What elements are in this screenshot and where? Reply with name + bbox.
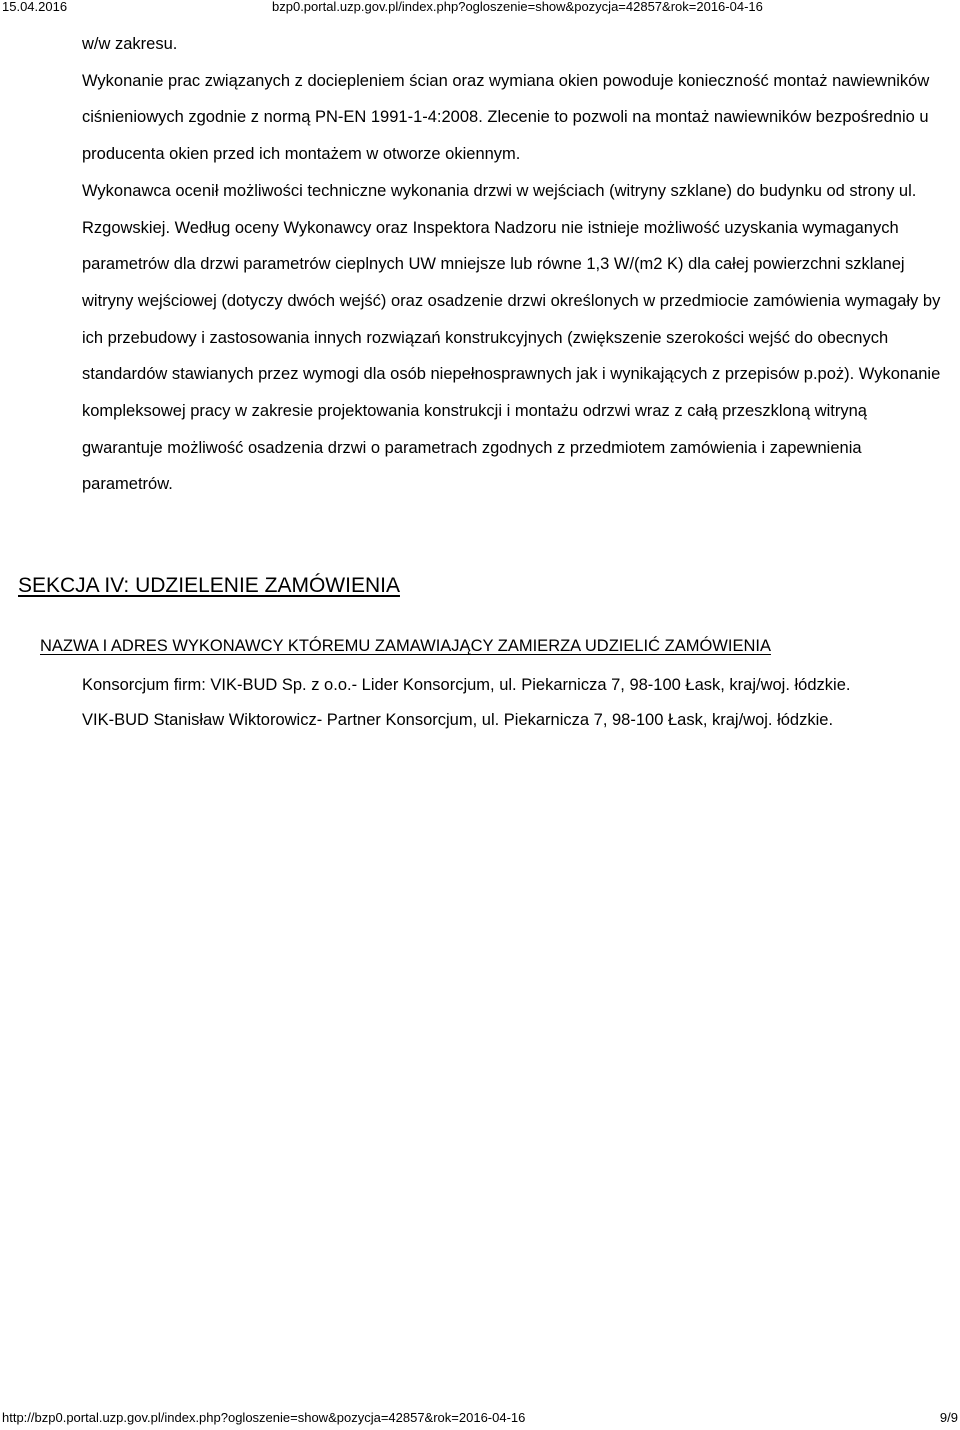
print-header: [0, 0, 960, 16]
paragraph-scope: w/w zakresu.: [82, 35, 178, 53]
print-footer: [0, 1410, 960, 1428]
notice-body: [82, 26, 944, 503]
print-header-url: bzp0.portal.uzp.gov.pl/index.php?ogloszenie=show&pozycja=42857&rok=2016-04-16: [272, 0, 763, 14]
contractor-leader: Konsorcjum firm: VIK-BUD Sp. z o.o.- Lider Konsorcjum, ul. Piekarnicza 7, 98-100 Łask, kraj/woj. łódzkie.: [82, 676, 851, 694]
page-number: 9/9: [939, 1410, 958, 1425]
contractor-block: [82, 668, 944, 738]
section-title: SEKCJA IV: UDZIELENIE ZAMÓWIENIA: [18, 574, 400, 597]
print-date: 15.04.2016: [2, 0, 68, 14]
paragraph-door-assessment: Wykonawca ocenił możliwości techniczne wykonania drzwi w wejściach (witryny szklane) do budynku od strony ul. Rzgowskiej. Według oceny Wykonawcy oraz Inspektora Nadzoru nie istnieje możliwość uzyskania wymaganych parametrów dla drzwi parametrów cieplnych UW mniejsze lub równe 1,3 W/(m2 K) dla całej powierzchni szklanej witryny wejściowej (dotyczy dwóch wejść) oraz osadzenie drzwi określonych w przedmiocie zamówienia wymagały by ich przebudowy i zastosowania innych rozwiązań konstrukcyjnych (zwiększenie szerokości wejść do obecnych standardów stawianych przez wymogi dla osób niepełnosprawnych jak i wynikających z przepisów p.poż). Wykonanie kompleksowej pracy w zakresie projektowania konstrukcji i montażu odrzwi wraz z całą przeszkloną witryną gwarantuje możliwość osadzenia drzwi o parametrach zgodnych z przedmiotem zamówienia i zapewnienia parametrów.: [82, 181, 941, 494]
print-footer-url: http://bzp0.portal.uzp.gov.pl/index.php?ogloszenie=show&pozycja=42857&rok=2016-04-16: [2, 1410, 526, 1425]
paragraph-ventilators: Wykonanie prac związanych z dociepleniem ścian oraz wymiana okien powoduje konieczność montaż nawiewników ciśnieniowych zgodnie z normą PN-EN 1991-1-4:2008. Zlecenie to pozwoli na montaż nawiewników bezpośrednio u producenta okien przed ich montażem w otworze okiennym.: [82, 71, 930, 164]
contractor-partner: VIK-BUD Stanisław Wiktorowicz- Partner Konsorcjum, ul. Piekarnicza 7, 98-100 Łask, kraj/woj. łódzkie.: [82, 711, 834, 729]
subsection-title: NAZWA I ADRES WYKONAWCY KTÓREMU ZAMAWIAJĄCY ZAMIERZA UDZIELIĆ ZAMÓWIENIA: [40, 637, 771, 655]
